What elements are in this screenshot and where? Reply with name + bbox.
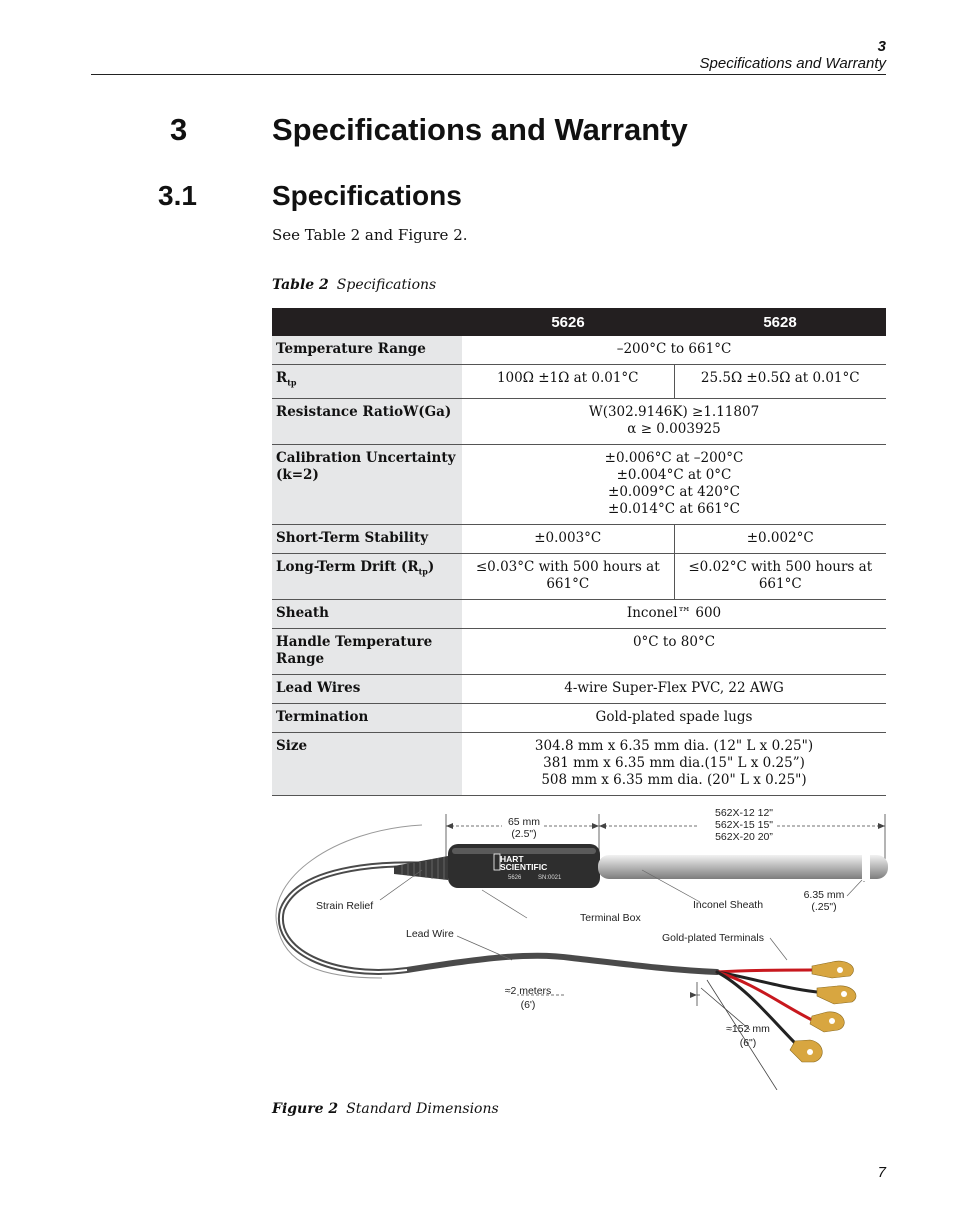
row-label xyxy=(272,674,462,703)
row-label-subscript: tp xyxy=(287,377,297,388)
cell-line: ±0.006°C at –200°C xyxy=(604,449,744,466)
cell-line: W(302.9146K) ≥1.11807 xyxy=(588,403,760,420)
cell-line: 381 mm x 6.35 mm dia.(15" L x 0.25”) xyxy=(543,754,805,771)
cell-line: 0°C to 80°C xyxy=(632,633,716,650)
handle-serial: SN:0021 xyxy=(538,875,562,881)
row-label-text: Size xyxy=(276,737,308,754)
row-value-5628 xyxy=(674,553,886,599)
dim-diameter-line2: (.25") xyxy=(811,901,837,913)
row-label-subscript: tp xyxy=(418,566,428,577)
gold-plated-terminals xyxy=(790,961,856,1062)
row-label xyxy=(272,444,462,524)
table-header-row xyxy=(272,308,886,336)
table-caption-text: Specifications xyxy=(336,277,437,293)
row-label xyxy=(272,628,462,674)
dim-lead-line1: ≈2 meters xyxy=(504,985,552,997)
handle-brand-1: HART xyxy=(500,854,524,864)
row-value xyxy=(462,398,886,444)
label-strain-relief: Strain Relief xyxy=(316,900,374,912)
row-value xyxy=(462,674,886,703)
inconel-sheath xyxy=(598,855,888,879)
dim-lead-line2: (6') xyxy=(520,999,536,1011)
dim-tail-line1: ≈152 mm xyxy=(726,1023,770,1035)
cell-line: α ≥ 0.003925 xyxy=(627,420,721,437)
heading1-number: 3 xyxy=(170,112,188,147)
table-row xyxy=(272,336,886,365)
table-row xyxy=(272,553,886,599)
table-row xyxy=(272,365,886,399)
table-row xyxy=(272,703,886,732)
cell-line: ±0.004°C at 0°C xyxy=(616,466,732,483)
heading1-title: Specifications and Warranty xyxy=(272,112,688,147)
cell-line: ≤0.02°C with 500 hours at 661°C xyxy=(688,558,873,592)
table-caption xyxy=(272,277,436,293)
dim-handle-line1: 65 mm xyxy=(507,816,541,828)
label-lead-wire: Lead Wire xyxy=(406,928,454,940)
row-value xyxy=(462,336,886,365)
row-label xyxy=(272,732,462,795)
intro-text: See Table 2 and Figure 2. xyxy=(272,226,468,244)
table-row xyxy=(272,674,886,703)
row-value-5626 xyxy=(462,553,674,599)
heading2-title: Specifications xyxy=(272,180,462,211)
cell-line: Gold-plated spade lugs xyxy=(595,708,753,725)
figure-caption-label: Figure 2 xyxy=(272,1101,339,1117)
header-chapter-number: 3 xyxy=(877,38,886,55)
row-label xyxy=(272,703,462,732)
row-label xyxy=(272,365,462,399)
row-value-5628 xyxy=(674,365,886,399)
cell-line: ≤0.03°C with 500 hours at 661°C xyxy=(475,558,660,592)
row-label-text: Calibration Uncertainty (k=2) xyxy=(276,449,456,483)
row-label-text: Handle Temperature Range xyxy=(276,633,433,667)
table-row xyxy=(272,628,886,674)
table-header-blank xyxy=(272,308,462,336)
row-label-text: Temperature Range xyxy=(276,341,426,357)
label-terminal-box: Terminal Box xyxy=(580,912,641,924)
dim-sheath-line1: 562X-12 12" xyxy=(714,807,774,819)
cell-line: ±0.014°C at 661°C xyxy=(608,500,740,517)
row-value xyxy=(462,444,886,524)
row-label-text: Long-Term Drift (R xyxy=(276,558,419,575)
cell-line: Inconel™ 600 xyxy=(626,604,722,621)
cell-line: 25.5Ω ±0.5Ω at 0.01°C xyxy=(700,370,860,386)
row-value-5626 xyxy=(462,524,674,553)
cell-line: ±0.009°C at 420°C xyxy=(608,483,740,500)
table-row xyxy=(272,524,886,553)
specifications-table xyxy=(272,308,886,796)
figure-caption-text: Standard Dimensions xyxy=(346,1101,499,1117)
cell-line: 100Ω ±1Ω at 0.01°C xyxy=(496,370,639,386)
row-value-5626 xyxy=(462,365,674,399)
dim-sheath-line3: 562X-20 20” xyxy=(715,831,773,843)
heading2-number: 3.1 xyxy=(158,180,197,211)
figure-caption xyxy=(272,1101,499,1117)
row-label-text: Lead Wires xyxy=(276,679,361,696)
row-value xyxy=(462,732,886,795)
row-label-text: Resistance RatioW(Ga) xyxy=(276,403,452,420)
table-row xyxy=(272,732,886,795)
cell-line: 4-wire Super-Flex PVC, 22 AWG xyxy=(564,679,784,696)
header-rule xyxy=(91,74,886,75)
row-value xyxy=(462,628,886,674)
standard-dimensions-figure xyxy=(272,800,892,1090)
row-label-text: Sheath xyxy=(276,604,329,621)
dim-tail-line2: (6") xyxy=(739,1037,757,1049)
row-label xyxy=(272,336,462,365)
row-label-text: R xyxy=(276,370,288,386)
dim-sheath-line2: 562X-15 15" xyxy=(714,819,774,831)
row-value xyxy=(462,703,886,732)
row-label-text: Termination xyxy=(276,708,369,725)
table-caption-label: Table 2 xyxy=(272,277,329,293)
row-label-suffix: ) xyxy=(427,558,435,575)
row-label xyxy=(272,599,462,628)
table-header-col-5628: 5628 xyxy=(674,308,886,336)
label-inconel-sheath: Inconel Sheath xyxy=(693,899,764,911)
dim-handle-line2: (2.5") xyxy=(511,828,537,840)
table-row xyxy=(272,444,886,524)
page-number: 7 xyxy=(877,1164,886,1181)
table-row xyxy=(272,599,886,628)
row-label xyxy=(272,553,462,599)
row-label xyxy=(272,398,462,444)
handle-brand-2: SCIENTIFIC xyxy=(500,862,548,872)
cell-line: 304.8 mm x 6.35 mm dia. (12" L x 0.25") xyxy=(534,737,814,754)
table-row xyxy=(272,398,886,444)
label-gold-terminals: Gold-plated Terminals xyxy=(662,932,764,944)
row-label-text: Short-Term Stability xyxy=(276,529,429,546)
row-value-5628 xyxy=(674,524,886,553)
handle-model: 5626 xyxy=(508,875,522,881)
cell-line: ±0.003°C xyxy=(534,529,602,546)
row-value xyxy=(462,599,886,628)
cell-line: –200°C to 661°C xyxy=(616,341,732,357)
dim-diameter-line1: 6.35 mm xyxy=(803,889,845,901)
table-header-col-5626: 5626 xyxy=(462,308,674,336)
cell-line: ±0.002°C xyxy=(746,529,814,546)
header-chapter-title: Specifications and Warranty xyxy=(699,55,886,72)
cell-line: 508 mm x 6.35 mm dia. (20" L x 0.25") xyxy=(541,771,807,788)
row-label xyxy=(272,524,462,553)
